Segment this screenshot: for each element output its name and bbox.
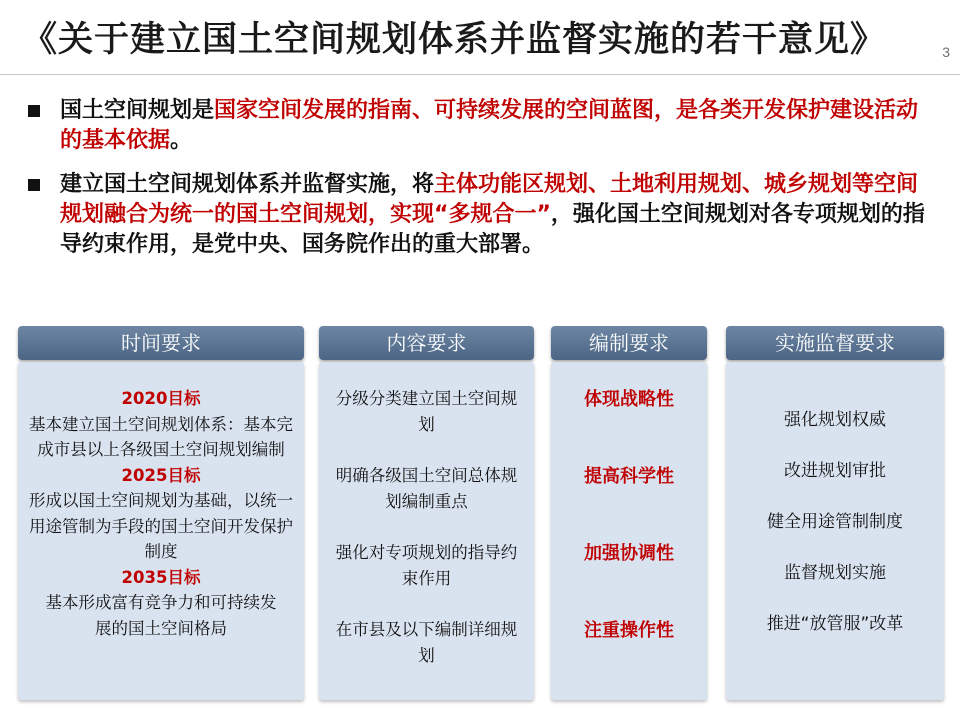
square-bullet-icon (28, 179, 40, 191)
bullet-text: 。 (170, 128, 193, 153)
bullet-highlight: 主体功能区规划、土地利用规划、城乡规划等空间规划融合为统一的国土空间规划，实现“多规合一” (60, 172, 919, 227)
time-requirements-column (18, 326, 304, 700)
column-body (551, 362, 707, 700)
compilation-requirements-column (551, 326, 707, 700)
supervision-requirements-column (726, 326, 944, 700)
column-body (319, 362, 534, 700)
square-bullet-icon (28, 105, 40, 117)
content-requirements-column (319, 326, 534, 700)
title-divider (0, 74, 960, 75)
page-title: 《关于建立国土空间规划体系并监督实施的若干意见》 (22, 20, 887, 60)
list-item: 加强协调性 (584, 543, 674, 564)
list-item: 在市县及以下编制详细规划 (335, 620, 518, 665)
bullet-text: 国土空间规划是 (60, 98, 215, 123)
column-header: 编制要求 (551, 326, 707, 360)
column-header: 实施监督要求 (726, 326, 944, 360)
bullet-item (26, 170, 926, 260)
column-body (18, 362, 304, 700)
column-header: 时间要求 (18, 326, 304, 360)
list-item: 改进规划审批 (784, 461, 886, 481)
list-item: 明确各级国土空间总体规划编制重点 (335, 466, 518, 511)
list-item: 体现战略性 (584, 389, 674, 410)
list-item: 强化规划权威 (784, 410, 886, 430)
list-item: 强化对专项规划的指导约束作用 (335, 543, 518, 588)
goal-year-label: 2020目标 (121, 389, 201, 408)
column-header: 内容要求 (319, 326, 534, 360)
column-body (726, 362, 944, 700)
list-item: 分级分类建立国土空间规划 (335, 389, 518, 434)
list-item: 提高科学性 (584, 466, 674, 487)
list-item: 注重操作性 (584, 620, 674, 641)
bullet-list (26, 96, 926, 274)
goal-text: 形成以国土空间规划为基础，以统一用途管制为手段的国土空间开发保护制度 (29, 491, 293, 561)
goal-text: 基本形成富有竞争力和可持续发展的国土空间格局 (45, 593, 277, 638)
list-item: 监督规划实施 (784, 563, 886, 583)
page-number: 3 (942, 44, 950, 60)
bullet-highlight: 国家空间发展的指南、可持续发展的空间蓝图，是各类开发保护建设活动的基本依据 (60, 98, 919, 153)
list-item: 推进“放管服”改革 (766, 614, 904, 634)
bullet-item (26, 96, 926, 156)
bullet-text: ，强化国土空间规划对各专项规划的指导约束作用，是党中央、国务院作出的重大部署。 (60, 202, 925, 257)
list-item: 健全用途管制制度 (767, 512, 903, 532)
goal-year-label: 2035目标 (121, 567, 201, 587)
goal-year-label: 2025目标 (121, 465, 201, 485)
goal-text: 基本建立国土空间规划体系：基本完成市县以上各级国土空间规划编制 (29, 414, 293, 459)
bullet-text: 建立国土空间规划体系并监督实施，将 (60, 172, 435, 197)
